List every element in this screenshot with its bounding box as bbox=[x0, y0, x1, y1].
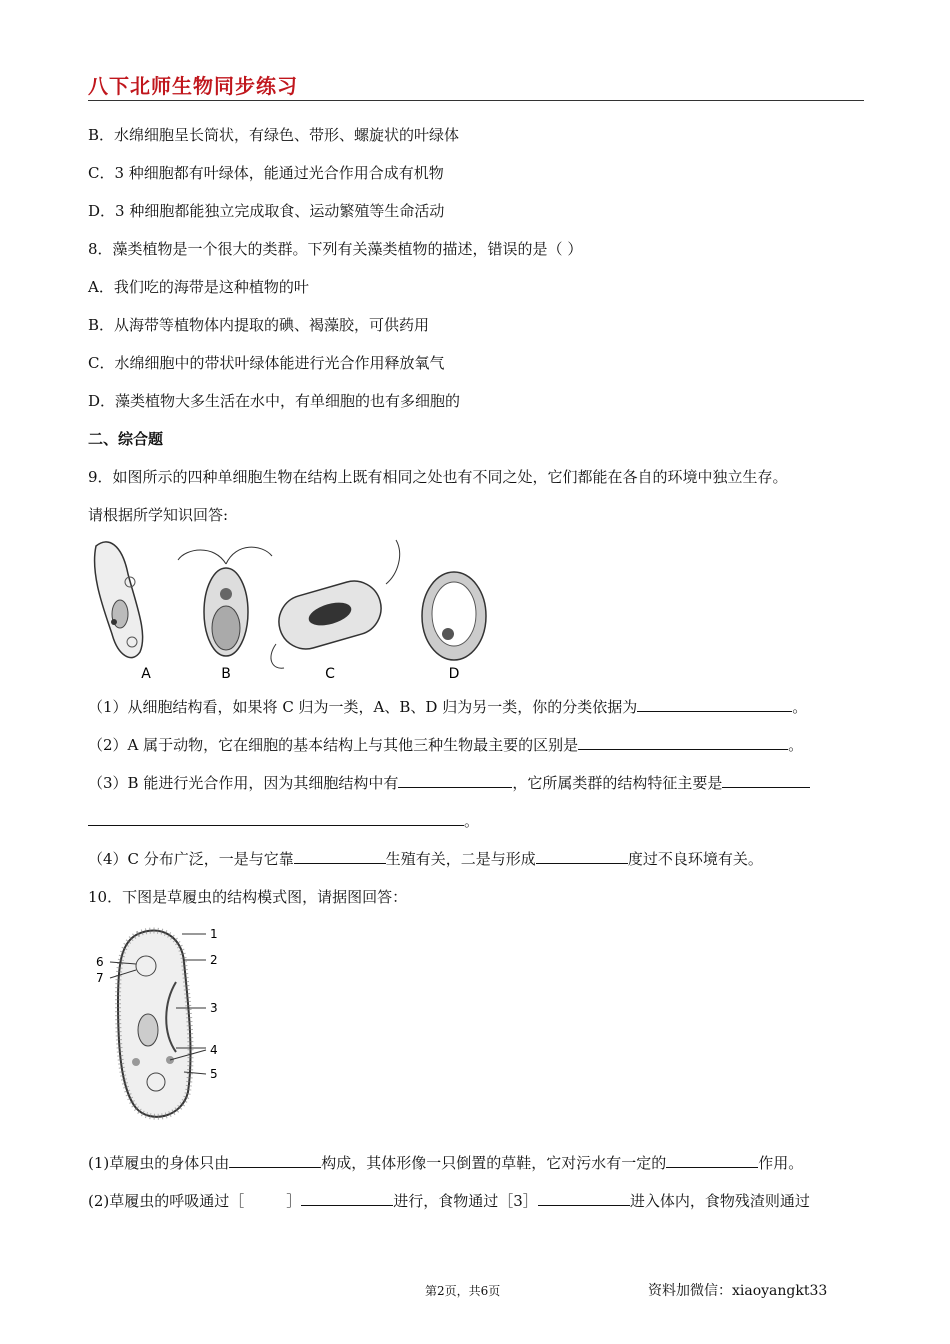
wechat-note: 资料加微信：xiaoyangkt33 bbox=[648, 1283, 828, 1299]
option-line: D．藻类植物大多生活在水中，有单细胞的也有多细胞的 bbox=[88, 392, 461, 410]
answer-blank[interactable] bbox=[578, 735, 788, 750]
answer-blank[interactable] bbox=[398, 773, 512, 788]
diagram-label: 2 bbox=[210, 953, 218, 967]
diagram-label: 4 bbox=[210, 1043, 218, 1057]
question-9: 9．如图所示的四种单细胞生物在结构上既有相同之处也有不同之处，它们都能在各自的环境中独立生存。 bbox=[88, 468, 788, 486]
answer-blank[interactable] bbox=[538, 1191, 630, 1206]
option-line: C．3 种细胞都有叶绿体，能通过光合作用合成有机物 bbox=[88, 164, 444, 182]
cell-label: C bbox=[325, 666, 335, 682]
answer-blank[interactable] bbox=[88, 811, 464, 826]
page-number: 第2页，共6页 bbox=[425, 1284, 501, 1298]
option-line: A．我们吃的海带是这种植物的叶 bbox=[88, 278, 309, 296]
answer-blank[interactable] bbox=[294, 849, 386, 864]
question-9-prompt: 请根据所学知识回答: bbox=[88, 506, 229, 524]
question-9-4: （4）C 分布广泛，一是与它靠 生殖有关，二是与形成 度过不良环境有关。 bbox=[88, 850, 763, 868]
diagram-label: 3 bbox=[210, 1001, 218, 1015]
answer-blank[interactable] bbox=[301, 1191, 393, 1206]
cell-a-paramecium bbox=[95, 542, 143, 658]
cell-label: A bbox=[141, 666, 151, 682]
question-8: 8．藻类植物是一个很大的类群。下列有关藻类植物的描述，错误的是（ ） bbox=[88, 240, 583, 258]
option-line: D．3 种细胞都能独立完成取食、运动繁殖等生命活动 bbox=[88, 202, 445, 220]
diagram-label: 7 bbox=[96, 971, 104, 985]
question-9-1: （1）从细胞结构看，如果将 C 归为一类，A、B、D 归为另一类，你的分类依据为 。 bbox=[88, 698, 808, 716]
option-line: C．水绵细胞中的带状叶绿体能进行光合作用释放氧气 bbox=[88, 354, 445, 372]
option-line: B．水绵细胞呈长筒状，有绿色、带形、螺旋状的叶绿体 bbox=[88, 126, 460, 144]
question-9-3: （3）B 能进行光合作用，因为其细胞结构中有 ，它所属类群的结构特征主要是 bbox=[88, 772, 810, 793]
answer-blank[interactable] bbox=[666, 1153, 758, 1168]
answer-blank[interactable] bbox=[536, 849, 628, 864]
cell-b-chlamydomonas bbox=[178, 547, 272, 656]
header-title: 八下北师生物同步练习 bbox=[88, 74, 298, 98]
question-10-1: (1)草履虫的身体只由 构成，其体形像一只倒置的草鞋，它对污水有一定的 作用。 bbox=[88, 1154, 804, 1172]
paramecium-figure bbox=[90, 922, 230, 1130]
cell-d-yeast bbox=[422, 572, 486, 660]
answer-blank[interactable] bbox=[637, 697, 792, 712]
page-header bbox=[88, 66, 864, 101]
diagram-label: 1 bbox=[210, 927, 218, 941]
question-10: 10．下图是草履虫的结构模式图，请据图回答： bbox=[88, 888, 408, 906]
cells-figure bbox=[86, 534, 506, 684]
cell-label: B bbox=[221, 666, 231, 682]
cell-c-bacterium bbox=[271, 540, 400, 668]
diagram-label: 5 bbox=[210, 1067, 218, 1081]
answer-blank[interactable] bbox=[722, 773, 810, 788]
option-line: B．从海带等植物体内提取的碘、褐藻胶，可供药用 bbox=[88, 316, 430, 334]
paramecium-body bbox=[118, 930, 191, 1116]
diagram-label: 6 bbox=[96, 955, 104, 969]
question-9-3-cont: 。 bbox=[88, 810, 479, 831]
cell-label: D bbox=[448, 666, 460, 682]
answer-blank[interactable] bbox=[229, 1153, 321, 1168]
question-10-2: (2)草履虫的呼吸通过［ ］ 进行，食物通过［3］ 进入体内，食物残渣则通过 bbox=[88, 1192, 810, 1210]
section-heading: 二、综合题 bbox=[88, 430, 164, 448]
question-9-2: （2）A 属于动物，它在细胞的基本结构上与其他三种生物最主要的区别是 。 bbox=[88, 736, 804, 754]
